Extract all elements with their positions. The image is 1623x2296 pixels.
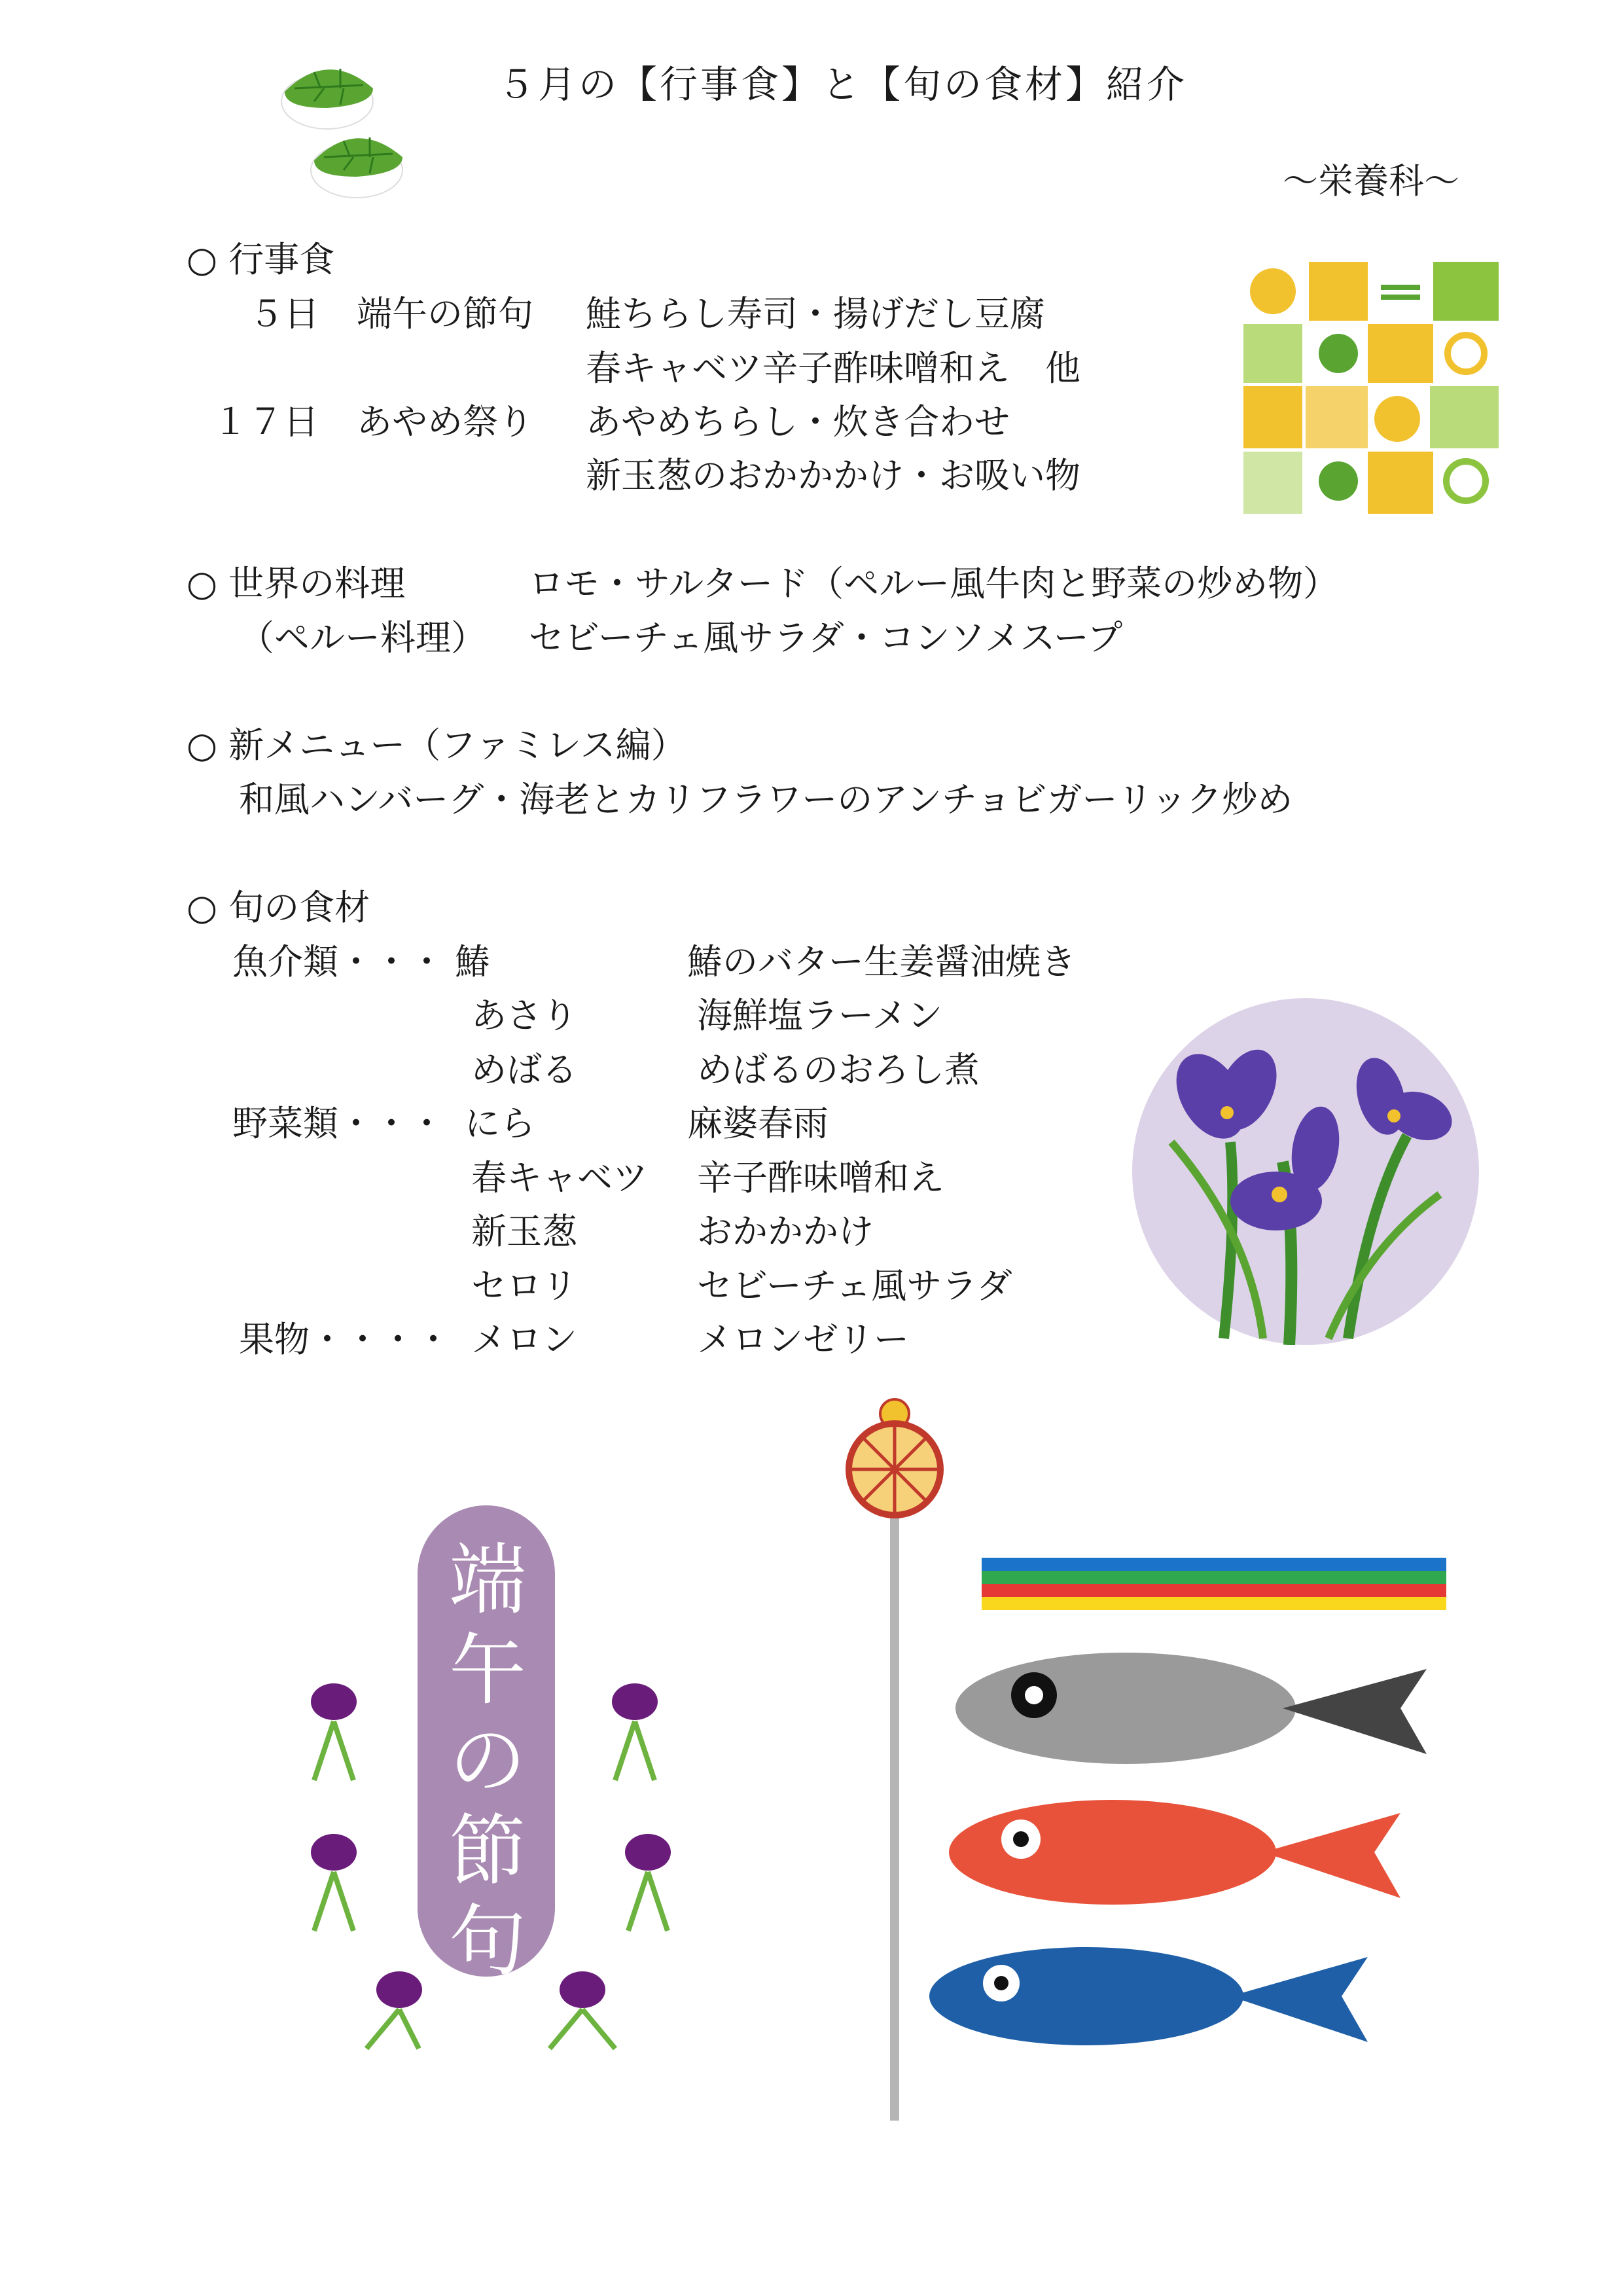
seasonal-dish: おかかかけ <box>697 1211 874 1252</box>
world-sub: （ペルー料理） <box>239 617 486 658</box>
events-heading: ○ 行事食 <box>187 239 335 280</box>
seasonal-item: にら <box>465 1103 535 1144</box>
newmenu-heading: ○ 新メニュー（ファミレス編） <box>187 725 687 766</box>
seasonal-dish: メロンゼリー <box>697 1319 909 1360</box>
event-name: あやめ祭り <box>357 401 533 442</box>
seasonal-item: 鰆 <box>455 941 490 982</box>
seasonal-category: 果物・・・・ <box>239 1319 451 1360</box>
event-menu: 鮭ちらし寿司・揚げだし豆腐 <box>586 293 1045 334</box>
seasonal-dish: 麻婆春雨 <box>687 1103 829 1144</box>
seasonal-heading: ○ 旬の食材 <box>187 887 370 928</box>
event-name: 端午の節句 <box>357 293 533 334</box>
seasonal-item: めばる <box>471 1049 577 1090</box>
event-menu: あやめちらし・炊き合わせ <box>586 401 1010 442</box>
world-menu: セビーチェ風サラダ・コンソメスープ <box>529 617 1123 658</box>
event-date: ５日 <box>249 293 319 334</box>
event-menu: 春キャベツ辛子酢味噌和え 他 <box>586 348 1080 389</box>
seasonal-item: メロン <box>471 1319 577 1360</box>
tango-label: 端午の節句 <box>448 1535 526 1986</box>
page-title: ５月の【行事食】と【旬の食材】紹介 <box>497 62 1188 107</box>
seasonal-dish: 海鮮塩ラーメン <box>697 995 943 1036</box>
department-label: ～栄養科～ <box>1283 160 1459 202</box>
seasonal-item: 春キャベツ <box>471 1157 648 1198</box>
seasonal-category: 魚介類・・・ <box>232 941 444 982</box>
seasonal-category: 野菜類・・・ <box>232 1103 444 1144</box>
seasonal-dish: 鰆のバター生姜醤油焼き <box>687 941 1076 982</box>
iris-icon <box>1132 998 1479 1345</box>
seasonal-dish: 辛子酢味噌和え <box>697 1157 944 1198</box>
newmenu-item: 和風ハンバーグ・海老とカリフラワーのアンチョビガーリック炒め <box>239 779 1293 820</box>
world-heading: ○ 世界の料理 <box>187 563 406 604</box>
world-menu: ロモ・サルタード（ペルー風牛肉と野菜の炒め物） <box>529 563 1339 604</box>
seasonal-item: 新玉葱 <box>471 1211 577 1252</box>
japanese-pattern-icon <box>1243 262 1505 514</box>
seasonal-item: セロリ <box>471 1265 577 1306</box>
seasonal-dish: セビーチェ風サラダ <box>697 1265 1012 1306</box>
seasonal-dish: めばるのおろし煮 <box>697 1049 980 1090</box>
koinobori-icon <box>838 1388 1466 2127</box>
seasonal-item: あさり <box>471 995 577 1036</box>
kashiwa-mochi-icon <box>275 52 419 203</box>
event-date: １７日 <box>213 401 319 442</box>
event-menu: 新玉葱のおかかかけ・お吸い物 <box>586 455 1080 496</box>
